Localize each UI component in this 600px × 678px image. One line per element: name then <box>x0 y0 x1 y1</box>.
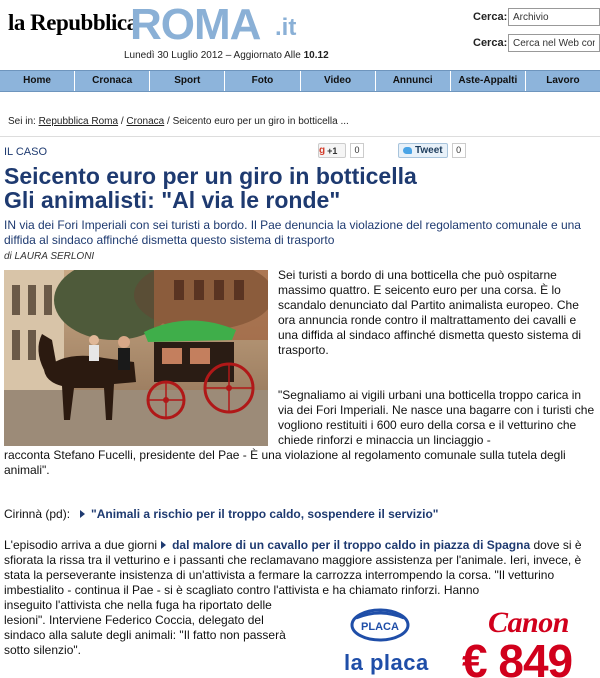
ad-logo-text: PLACA <box>361 621 399 633</box>
nav-sport[interactable]: Sport <box>150 71 225 91</box>
article-kicker: IL CASO <box>4 146 47 158</box>
breadcrumb-current: Seicento euro per un giro in botticella ... <box>172 116 349 127</box>
gplus-label: +1 <box>327 145 338 156</box>
gplus-count: 0 <box>350 143 364 158</box>
archive-search <box>473 8 600 26</box>
article-summary: IN via dei Fori Imperiali con sei turisti a bordo. Il Pae denuncia la violazione del regolamento comunale e una diffida al sindaco affinché dismetta questo sistema di trasporto <box>4 218 581 247</box>
update-time: 10.12 <box>303 50 329 61</box>
article-paragraph-2b: racconta Stefano Fucelli, presidente del Pae - È una violazione al regolamento comunale sulla tutela degli animali". <box>4 448 566 477</box>
la-placa-logo-icon <box>350 608 410 642</box>
gplus-share <box>318 143 364 158</box>
gplus-icon: g <box>319 145 326 156</box>
carriage-photo-illustration <box>4 270 268 446</box>
breadcrumb-prefix: Sei in: <box>8 116 36 127</box>
article-title-line2: Gli animalisti: "Al via le ronde" <box>4 187 341 213</box>
divider <box>0 136 600 137</box>
tweet-share <box>398 143 466 158</box>
breadcrumb-link-cronaca[interactable]: Cronaca <box>126 116 165 127</box>
related-article-link[interactable]: "Animali a rischio per il troppo caldo, sospendere il servizio" <box>91 507 439 521</box>
site-header <box>0 0 600 66</box>
ad-price: € 849 <box>462 635 573 678</box>
breadcrumb-link-repubblica-roma[interactable]: Repubblica Roma <box>38 116 119 127</box>
article-paragraph-2a: "Segnaliamo ai vigili urbani una botticella troppo carica in via dei Fori Imperiali. Ne nasce una bagarre con i turisti che vogliono restituiti i 600 euro della corsa e il vetturino che chiede rinforzi e minaccia un linciaggio - <box>278 388 595 447</box>
nav-home[interactable]: Home <box>0 71 75 91</box>
nav-annunci[interactable]: Annunci <box>376 71 451 91</box>
nav-video[interactable]: Video <box>301 71 376 91</box>
article-paragraph-3 <box>4 538 598 598</box>
search-label: Cerca: <box>473 11 508 23</box>
dateline <box>124 50 329 61</box>
article-author: di LAURA SERLONI <box>4 251 95 262</box>
nav-foto[interactable]: Foto <box>225 71 300 91</box>
breadcrumb: Sei in: Repubblica Roma / Cronaca / Seicento euro per un giro in botticella ... <box>8 116 349 127</box>
nav-cronaca[interactable]: Cronaca <box>75 71 150 91</box>
web-search <box>473 34 600 52</box>
related-prefix: Cirinnà (pd): <box>4 507 71 521</box>
gplus-button[interactable] <box>318 143 346 158</box>
article-title <box>4 164 600 212</box>
twitter-bird-icon <box>403 147 412 154</box>
tweet-button[interactable] <box>398 143 448 158</box>
search-label: Cerca: <box>473 37 508 49</box>
article-title-line1: Seicento euro per un giro in botticella <box>4 163 417 189</box>
p3-after: dove si è sfiorata la rissa tra il vetturino e i passanti che reclamavano maggiore assistenza per l'animale. Ieri, invece, è stata la perseverante insistenza di un'attivista a fermare la carrozza interrompendo la corsa. "Il vetturino imbestialito - continua il Pae - si è scagliato contro l'attivista e ha chiamato rinforzi. Hanno <box>4 538 582 597</box>
tweet-count: 0 <box>452 143 466 158</box>
archive-search-input[interactable] <box>508 8 600 26</box>
canon-ad-banner[interactable] <box>322 604 600 678</box>
nav-lavoro[interactable]: Lavoro <box>546 75 580 86</box>
repubblica-logo[interactable]: la Repubblica <box>8 10 138 35</box>
inline-article-link[interactable]: dal malore di un cavallo per il troppo caldo in piazza di Spagna <box>172 538 531 552</box>
ad-brand: la placa <box>344 650 429 675</box>
arrow-right-icon <box>80 510 85 518</box>
tweet-label: Tweet <box>415 145 443 156</box>
web-search-input[interactable] <box>508 34 600 52</box>
roma-logo-domain[interactable]: .it <box>275 14 297 41</box>
article-photo[interactable] <box>4 270 268 446</box>
main-nav <box>0 70 600 92</box>
date-text: Lunedì 30 Luglio 2012 – Aggiornato Alle <box>124 50 301 61</box>
related-link-row <box>4 507 439 521</box>
arrow-right-icon <box>161 541 166 549</box>
p3-before: L'episodio arriva a due giorni <box>4 538 158 552</box>
ad-maker: Canon <box>488 606 569 639</box>
article-paragraph-4: inseguito l'attivista che nella fuga ha riportato delle lesioni". Interviene Federico Coccia, delegato del sindaco alla salute degli animali: "Il fatto non passerà sotto silenzio". <box>4 598 286 657</box>
article-paragraph-1: Sei turisti a bordo di una botticella che può ospitarne massimo quattro. E seicento euro per una corsa. È lo scandalo denunciato dal Partito animalista europeo. Che ora annuncia ronde contro il maltrattamento dei cavalli e una diffida al sindaco affinché dismetta questo sistema di trasporto. <box>278 268 582 357</box>
roma-logo[interactable]: ROMA <box>130 0 261 49</box>
nav-aste-appalti[interactable]: Aste-Appalti <box>451 71 526 91</box>
